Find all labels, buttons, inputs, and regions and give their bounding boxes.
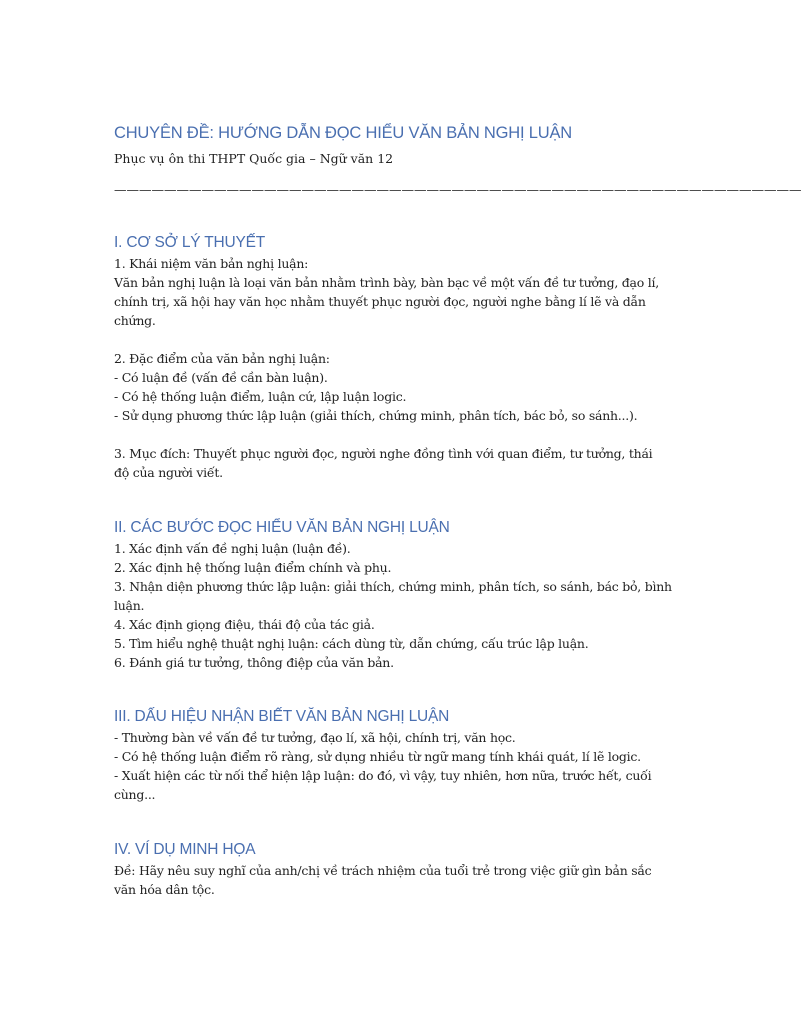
section-example [114,839,659,899]
body-line: văn hóa dân tộc. [114,882,215,897]
body-line: - Có luận đề (vấn đề cần bàn luận). [114,370,328,385]
body-line: 3. Mục đích: Thuyết phục người đọc, người nghe đồng tình với quan điểm, tư tưởng, thái [114,446,653,461]
body-line: độ của người viết. [114,465,223,480]
section-heading: II. CÁC BƯỚC ĐỌC HIỂU VĂN BẢN NGHỊ LUẬN [114,519,450,536]
body-line: - Có hệ thống luận điểm rõ ràng, sử dụng nhiều từ ngữ mang tính khái quát, lí lẽ logic. [114,749,641,764]
body-line: 2. Xác định hệ thống luận điểm chính và phụ. [114,560,392,575]
body-line: - Sử dụng phương thức lập luận (giải thích, chứng minh, phân tích, bác bỏ, so sánh...). [114,408,638,423]
body-line: Đề: Hãy nêu suy nghĩ của anh/chị về trách nhiệm của tuổi trẻ trong việc giữ gìn bản sắc [114,863,652,878]
body-line: chứng. [114,313,156,328]
body-line: 6. Đánh giá tư tưởng, thông điệp của văn bản. [114,655,394,670]
body-line: 1. Khái niệm văn bản nghị luận: [114,256,309,271]
body-line: 2. Đặc điểm của văn bản nghị luận: [114,351,330,366]
blank-line [114,330,659,349]
body-line: chính trị, xã hội hay văn học nhằm thuyết phục người đọc, người nghe bằng lí lẽ và dẫn [114,294,646,309]
body-line: - Xuất hiện các từ nối thể hiện lập luận: do đó, vì vậy, tuy nhiên, hơn nữa, trước hết, cuối [114,768,652,783]
section-recognition-signs [114,706,659,804]
section-theory [114,232,659,482]
body-line: 3. Nhận diện phương thức lập luận: giải thích, chứng minh, phân tích, so sánh, bác bỏ, bình [114,579,672,594]
horizontal-rule: ——————————————————————————————————————————————————————— [114,182,802,197]
body-line: cùng... [114,787,156,802]
section-heading: III. DẤU HIỆU NHẬN BIẾT VĂN BẢN NGHỊ LUẬN [114,708,450,725]
blank-line [114,425,659,444]
body-line: 5. Tìm hiểu nghệ thuật nghị luận: cách dùng từ, dẫn chứng, cấu trúc lập luận. [114,636,589,651]
body-line: - Thường bàn về vấn đề tư tưởng, đạo lí, xã hội, chính trị, văn học. [114,730,516,745]
section-heading: I. CƠ SỞ LÝ THUYẾT [114,234,266,251]
document-title: CHUYÊN ĐỀ: HƯỚNG DẪN ĐỌC HIỂU VĂN BẢN NGHỊ LUẬN [114,124,572,142]
body-line: 1. Xác định vấn đề nghị luận (luận đề). [114,541,351,556]
section-heading: IV. VÍ DỤ MINH HỌA [114,841,256,858]
body-line: 4. Xác định giọng điệu, thái độ của tác giả. [114,617,375,632]
body-line: Văn bản nghị luận là loại văn bản nhằm trình bày, bàn bạc về một vấn đề tư tưởng, đạo lí, [114,275,659,290]
body-line: - Có hệ thống luận điểm, luận cứ, lập luận logic. [114,389,407,404]
document-subtitle: Phục vụ ôn thi THPT Quốc gia – Ngữ văn 12 [114,151,394,166]
body-line: luận. [114,598,145,613]
section-reading-steps [114,517,672,672]
